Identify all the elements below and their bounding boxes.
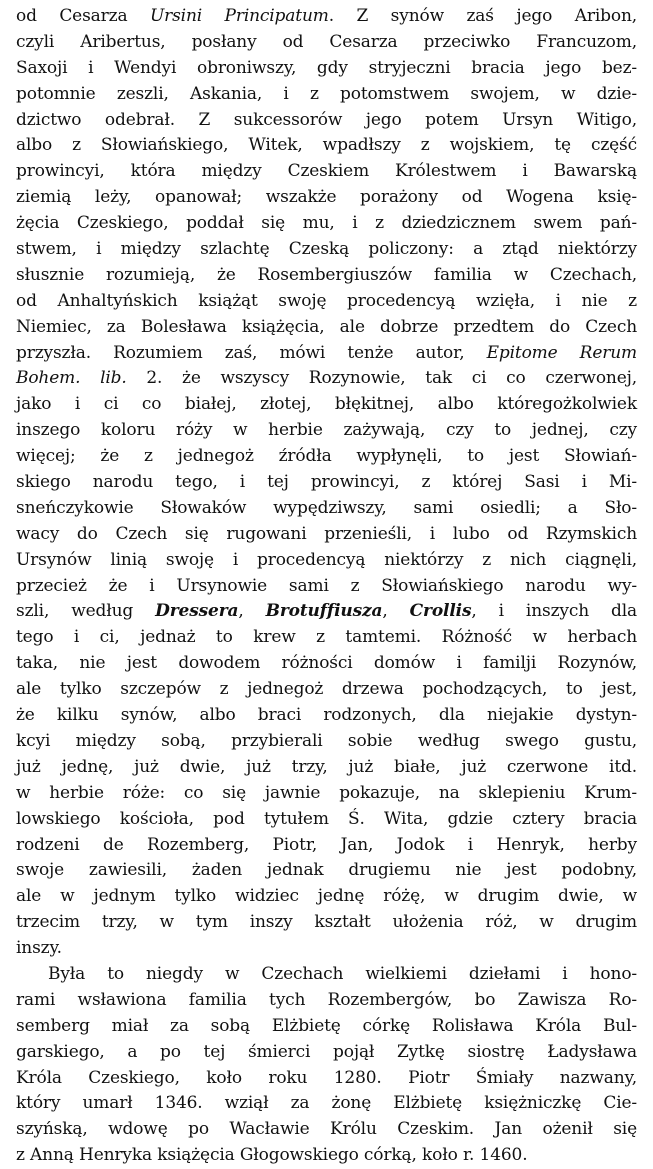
emphasis-text: Ursini Principatum: [149, 6, 329, 26]
text-segment: snеńczykowie Słowaków wypędziwszy, sami osiedli; a Sło-: [16, 497, 637, 518]
text-line: [16, 56, 637, 82]
text-line: [16, 651, 637, 677]
text-segment: jako i ci co białej, złotej, błękitnej, albo któregożkolwiek: [16, 394, 637, 415]
text-line: [16, 496, 637, 522]
text-segment: szyńską, wdowę po Wacławie Królu Czeskim. Jan ożenił się: [16, 1119, 637, 1140]
text-line: [16, 1117, 637, 1143]
text-segment: trzecim trzy, w tym inszy kształt ułożenia róż, w drugim: [16, 912, 637, 933]
text-segment: potomnie zeszli, Askania, i z potomstwem swojem, w dzie-: [16, 83, 637, 104]
text-line: [16, 884, 637, 910]
text-line: [16, 910, 637, 936]
text-segment: wacy do Czech się rugowani przenieśli, i lubo od Rzymskich: [16, 523, 637, 544]
text-segment: Ursynów linią swoję i procedencyą niektórzy z nich ciągnęli,: [16, 549, 637, 570]
text-line: [16, 703, 637, 729]
emphasis-text: Brotuffiusza: [265, 601, 383, 622]
text-segment: więcej; że z jednegoż źródła wypłynęli, to jest Słowiań-: [16, 446, 637, 467]
text-line: [16, 625, 637, 651]
text-line: [16, 133, 637, 159]
text-line: [16, 444, 637, 470]
text-line: [16, 1143, 637, 1169]
text-line: [16, 366, 637, 392]
text-line: [16, 108, 637, 134]
text-segment: z Anną Henryka książęcia Głogowskiego córką, koło r. 1460.: [16, 1145, 528, 1166]
text-line: [16, 755, 637, 781]
emphasis-text: Crollis: [409, 601, 472, 622]
text-line: [16, 159, 637, 185]
text-segment: ziemią leży, opanował; wszakże porażony od Wogena księ-: [16, 187, 637, 208]
text-segment: przyszła. Rozumiem zaś, mówi tenże autor,: [16, 342, 487, 363]
text-line: [16, 315, 637, 341]
text-line: [16, 4, 637, 30]
text-line: [16, 548, 637, 574]
text-line: [16, 289, 637, 315]
paragraph: [16, 962, 637, 1169]
text-line: [16, 807, 637, 833]
text-line: [16, 677, 637, 703]
text-segment: Niemiec, za Bolesława książęcia, ale dobrze przedtem do Czech: [16, 316, 637, 337]
text-segment: ale w jednym tylko widziec jednę różę, w drugim dwie, w: [16, 886, 637, 907]
text-line: [16, 988, 637, 1014]
text-segment: skiego narodu tego, i tej prowincyi, z której Sasi i Mi-: [16, 472, 637, 493]
text-segment: żęcia Czeskiego, poddał się mu, i z dziedzicznem swem pań-: [16, 213, 637, 234]
text-line: [16, 936, 637, 962]
text-line: [16, 574, 637, 600]
text-line: [16, 211, 637, 237]
page-text: [16, 4, 637, 1169]
text-line: [16, 962, 637, 988]
text-segment: Saxoji i Wendyi obroniwszy, gdy stryjeczni bracia jego bez-: [16, 57, 637, 78]
text-segment: 2. że wszyscy Rozynowie, tak ci co czerwonej,: [126, 368, 637, 389]
text-segment: od Anhaltyńskich książąt swoję procedencyą wzięła, i nie z: [16, 290, 637, 311]
text-segment: ,: [382, 601, 410, 622]
emphasis-text: Epitome Rerum: [486, 342, 637, 363]
text-segment: semberg miał za sobą Elżbietę córkę Rolisława Króla Bul-: [16, 1015, 637, 1036]
text-segment: , i inszych dla: [471, 601, 637, 622]
text-segment: prowincyi, która między Czeskiem Królestwem i Bawarską: [16, 161, 637, 182]
text-line: [16, 392, 637, 418]
text-segment: lowskiego kościoła, pod tytułem Ś. Wita, gdzie cztery bracia: [16, 808, 637, 829]
text-line: [16, 237, 637, 263]
paragraph: [16, 4, 637, 962]
text-segment: rodzeni de Rozemberg, Piotr, Jan, Jodok i Henryk, herby: [16, 834, 637, 855]
text-segment: inszy.: [16, 938, 62, 959]
text-segment: który umarł 1346. wziął za żonę Elżbietę księżniczkę Cie-: [16, 1093, 637, 1114]
text-line: [16, 599, 637, 625]
text-segment: albo z Słowiańskiego, Witek, wpadłszy z wojskiem, tę część: [16, 135, 637, 156]
text-segment: swoje zawiesili, żaden jednak drugiemu nie jest podobny,: [16, 860, 637, 881]
text-line: [16, 1066, 637, 1092]
text-line: [16, 30, 637, 56]
text-line: [16, 1091, 637, 1117]
emphasis-text: Bohem. lib.: [16, 368, 127, 389]
text-segment: już jednę, już dwie, już trzy, już białe, już czerwone itd.: [16, 756, 637, 777]
text-segment: kcyi między sobą, przybierali sobie według swego gustu,: [16, 730, 637, 751]
text-segment: . Z synów zaś jego Aribon,: [328, 6, 637, 26]
text-line: [16, 185, 637, 211]
text-segment: w herbie róże: co się jawnie pokazuje, na sklepieniu Krum-: [16, 782, 637, 803]
text-line: [16, 341, 637, 367]
text-line: [16, 470, 637, 496]
text-segment: dzictwo odebrał. Z sukcessorów jego potem Ursyn Witigo,: [16, 109, 637, 130]
text-line: [16, 263, 637, 289]
text-segment: słusznie rozumieją, że Rosembergiuszów familia w Czechach,: [16, 264, 637, 285]
text-line: [16, 82, 637, 108]
text-segment: rami wsławiona familia tych Rozembergów, bo Zawisza Ro-: [16, 989, 637, 1010]
text-segment: ,: [238, 601, 266, 622]
text-line: [16, 418, 637, 444]
emphasis-text: Dressera: [155, 601, 239, 622]
text-segment: garskiego, a po tej śmierci pojął Zytkę siostrę Ładysława: [16, 1041, 637, 1062]
text-segment: Króla Czeskiego, koło roku 1280. Piotr Śmiały nazwany,: [16, 1067, 637, 1088]
text-segment: stwem, i między szlachtę Czeską policzony: a ztąd niektórzy: [16, 239, 637, 260]
text-segment: tego i ci, jednaż to krew z tamtemi. Różność w herbach: [16, 627, 637, 648]
text-segment: taka, nie jest dowodem różności domów i familji Rozynów,: [16, 653, 637, 674]
text-line: [16, 729, 637, 755]
text-segment: inszego koloru róży w herbie zażywają, czy to jednej, czy: [16, 420, 637, 441]
text-segment: od Cesarza: [16, 6, 150, 26]
text-segment: ale tylko szczepów z jednegoż drzewa pochodzących, to jest,: [16, 679, 637, 700]
text-line: [16, 1014, 637, 1040]
text-segment: przecież że i Ursynowie sami z Słowiańskiego narodu wy-: [16, 575, 637, 596]
text-segment: czyli Aribertus, posłany od Cesarza przeciwko Francuzom,: [16, 31, 637, 52]
text-segment: Była to niegdy w Czechach wielkiemi dziełami i hono-: [48, 963, 637, 984]
text-line: [16, 858, 637, 884]
text-line: [16, 781, 637, 807]
text-line: [16, 833, 637, 859]
text-segment: szli, według: [16, 601, 156, 622]
text-line: [16, 522, 637, 548]
text-segment: że kilku synów, albo braci rodzonych, dla niejakie dystyn-: [16, 705, 637, 726]
